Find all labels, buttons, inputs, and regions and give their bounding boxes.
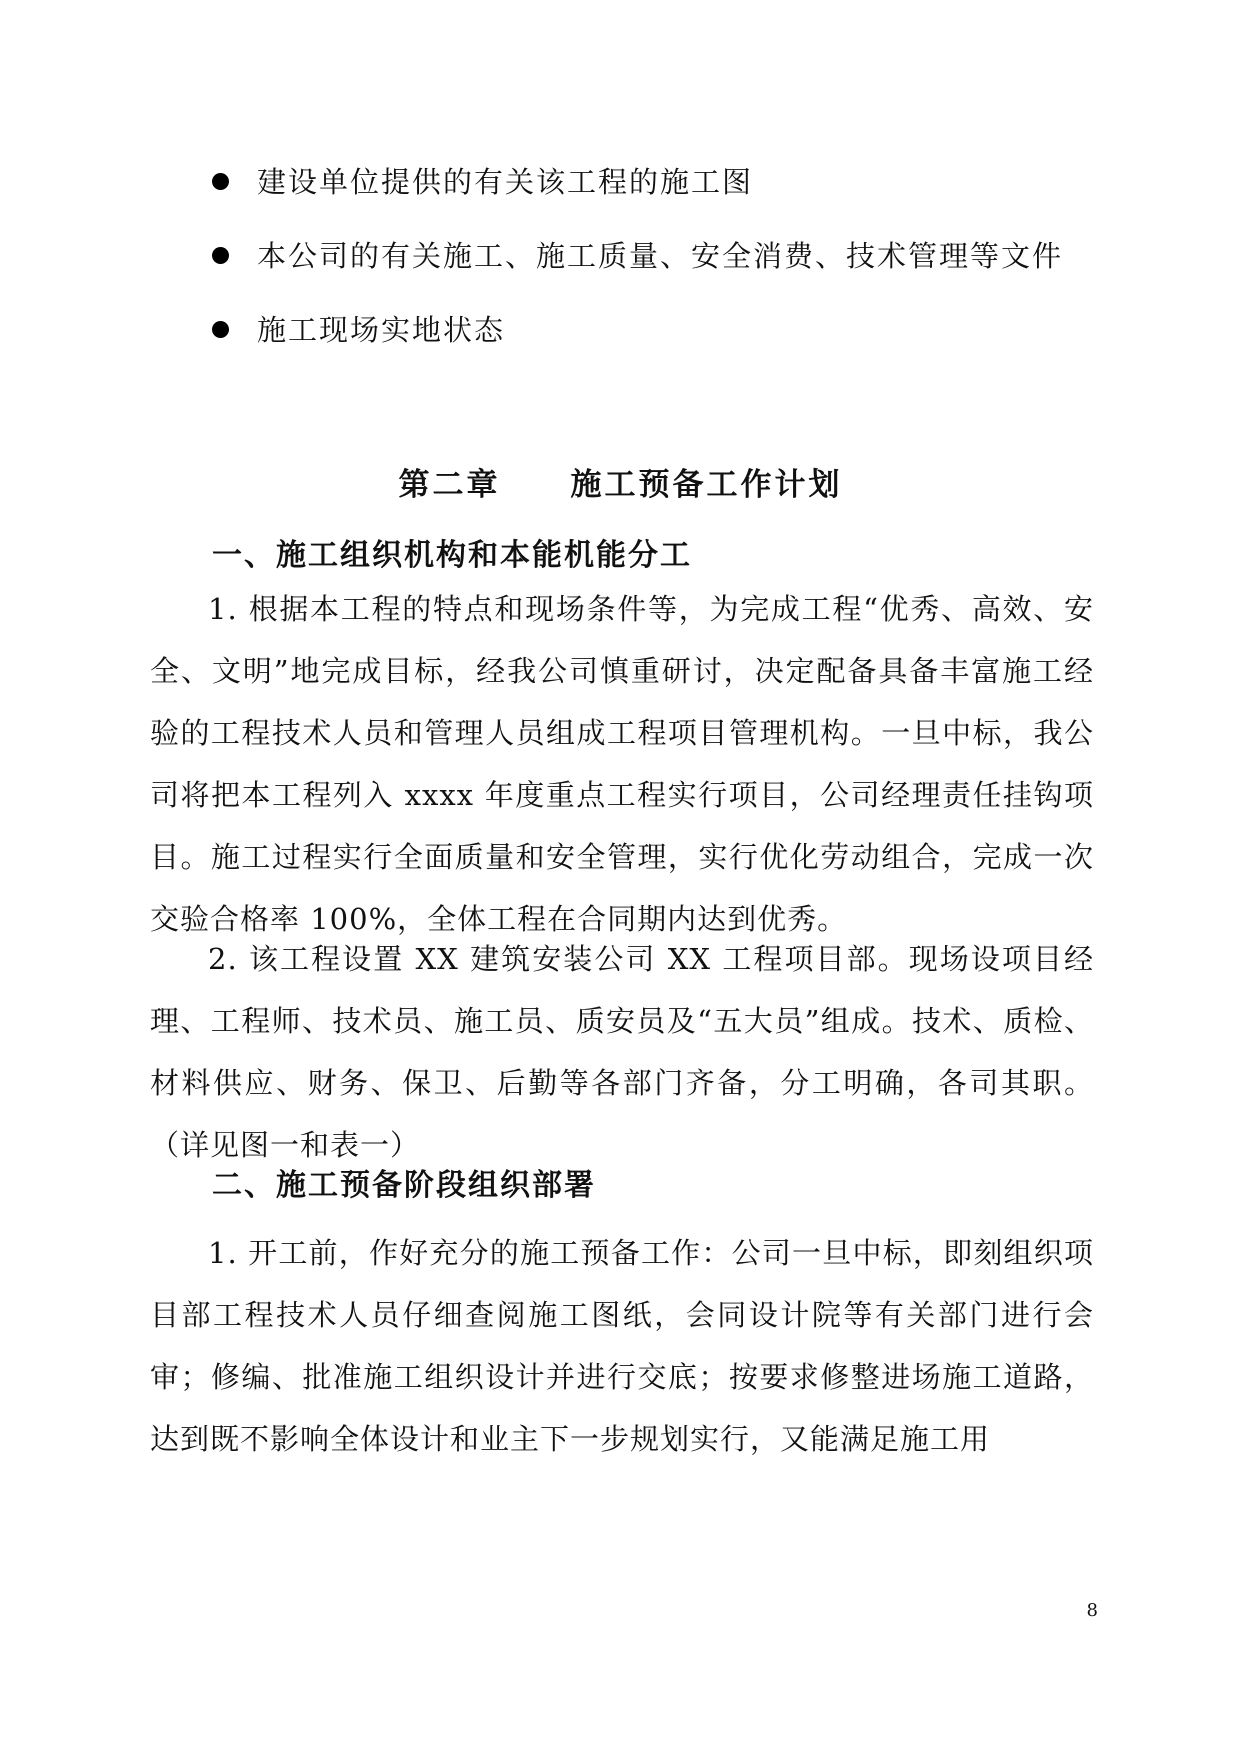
- bullet-text: 建设单位提供的有关该工程的施工图: [257, 165, 754, 199]
- bullet-dot-icon: [212, 321, 229, 338]
- bullet-list: [212, 160, 1112, 382]
- paragraph: 1. 开工前，作好充分的施工预备工作：公司一旦中标，即刻组织项目部工程技术人员仔细查阅施工图纸，会同设计院等有关部门进行会审；修编、批准施工组织设计并进行交底；按要求修整进场施工道路，达到既不影响全体设计和业主下一步规划实行，又能满足施工用: [150, 1236, 1094, 1456]
- chapter-title: [0, 460, 1241, 510]
- bullet-text: 施工现场实地状态: [257, 313, 506, 347]
- bullet-item: [212, 308, 1112, 382]
- bullet-text: 本公司的有关施工、施工质量、安全消费、技术管理等文件: [257, 239, 1064, 273]
- paragraph: 2. 该工程设置 XX 建筑安装公司 XX 工程项目部。现场设项目经理、工程师、技术员、施工员、质安员及“五大员”组成。技术、质检、材料供应、财务、保卫、后勤等各部门齐备，分工明确，各司其职。（详见图一和表一）: [150, 942, 1094, 1162]
- bullet-dot-icon: [212, 173, 229, 190]
- bullet-item: [212, 160, 1112, 234]
- paragraph: 1. 根据本工程的特点和现场条件等，为完成工程“优秀、高效、安全、文明”地完成目标，经我公司慎重研讨，决定配备具备丰富施工经验的工程技术人员和管理人员组成工程项目管理机构。一旦中标，我公司将把本工程列入 xxxx 年度重点工程实行项目，公司经理责任挂钩项目。施工过程实行全面质量和安全管理，实行优化劳动组合，完成一次交验合格率 100%，全体工程在合同期内达到优秀。: [150, 592, 1094, 936]
- chapter-number: 第二章: [398, 467, 501, 503]
- page-number: 8: [1086, 1600, 1098, 1621]
- bullet-item: [212, 234, 1112, 308]
- chapter-name: 施工预备工作计划: [570, 467, 843, 503]
- section-heading-1: 一、施工组织机构和本能机能分工: [212, 538, 692, 573]
- section-heading-2: 二、施工预备阶段组织部署: [212, 1168, 596, 1203]
- bullet-dot-icon: [212, 247, 229, 264]
